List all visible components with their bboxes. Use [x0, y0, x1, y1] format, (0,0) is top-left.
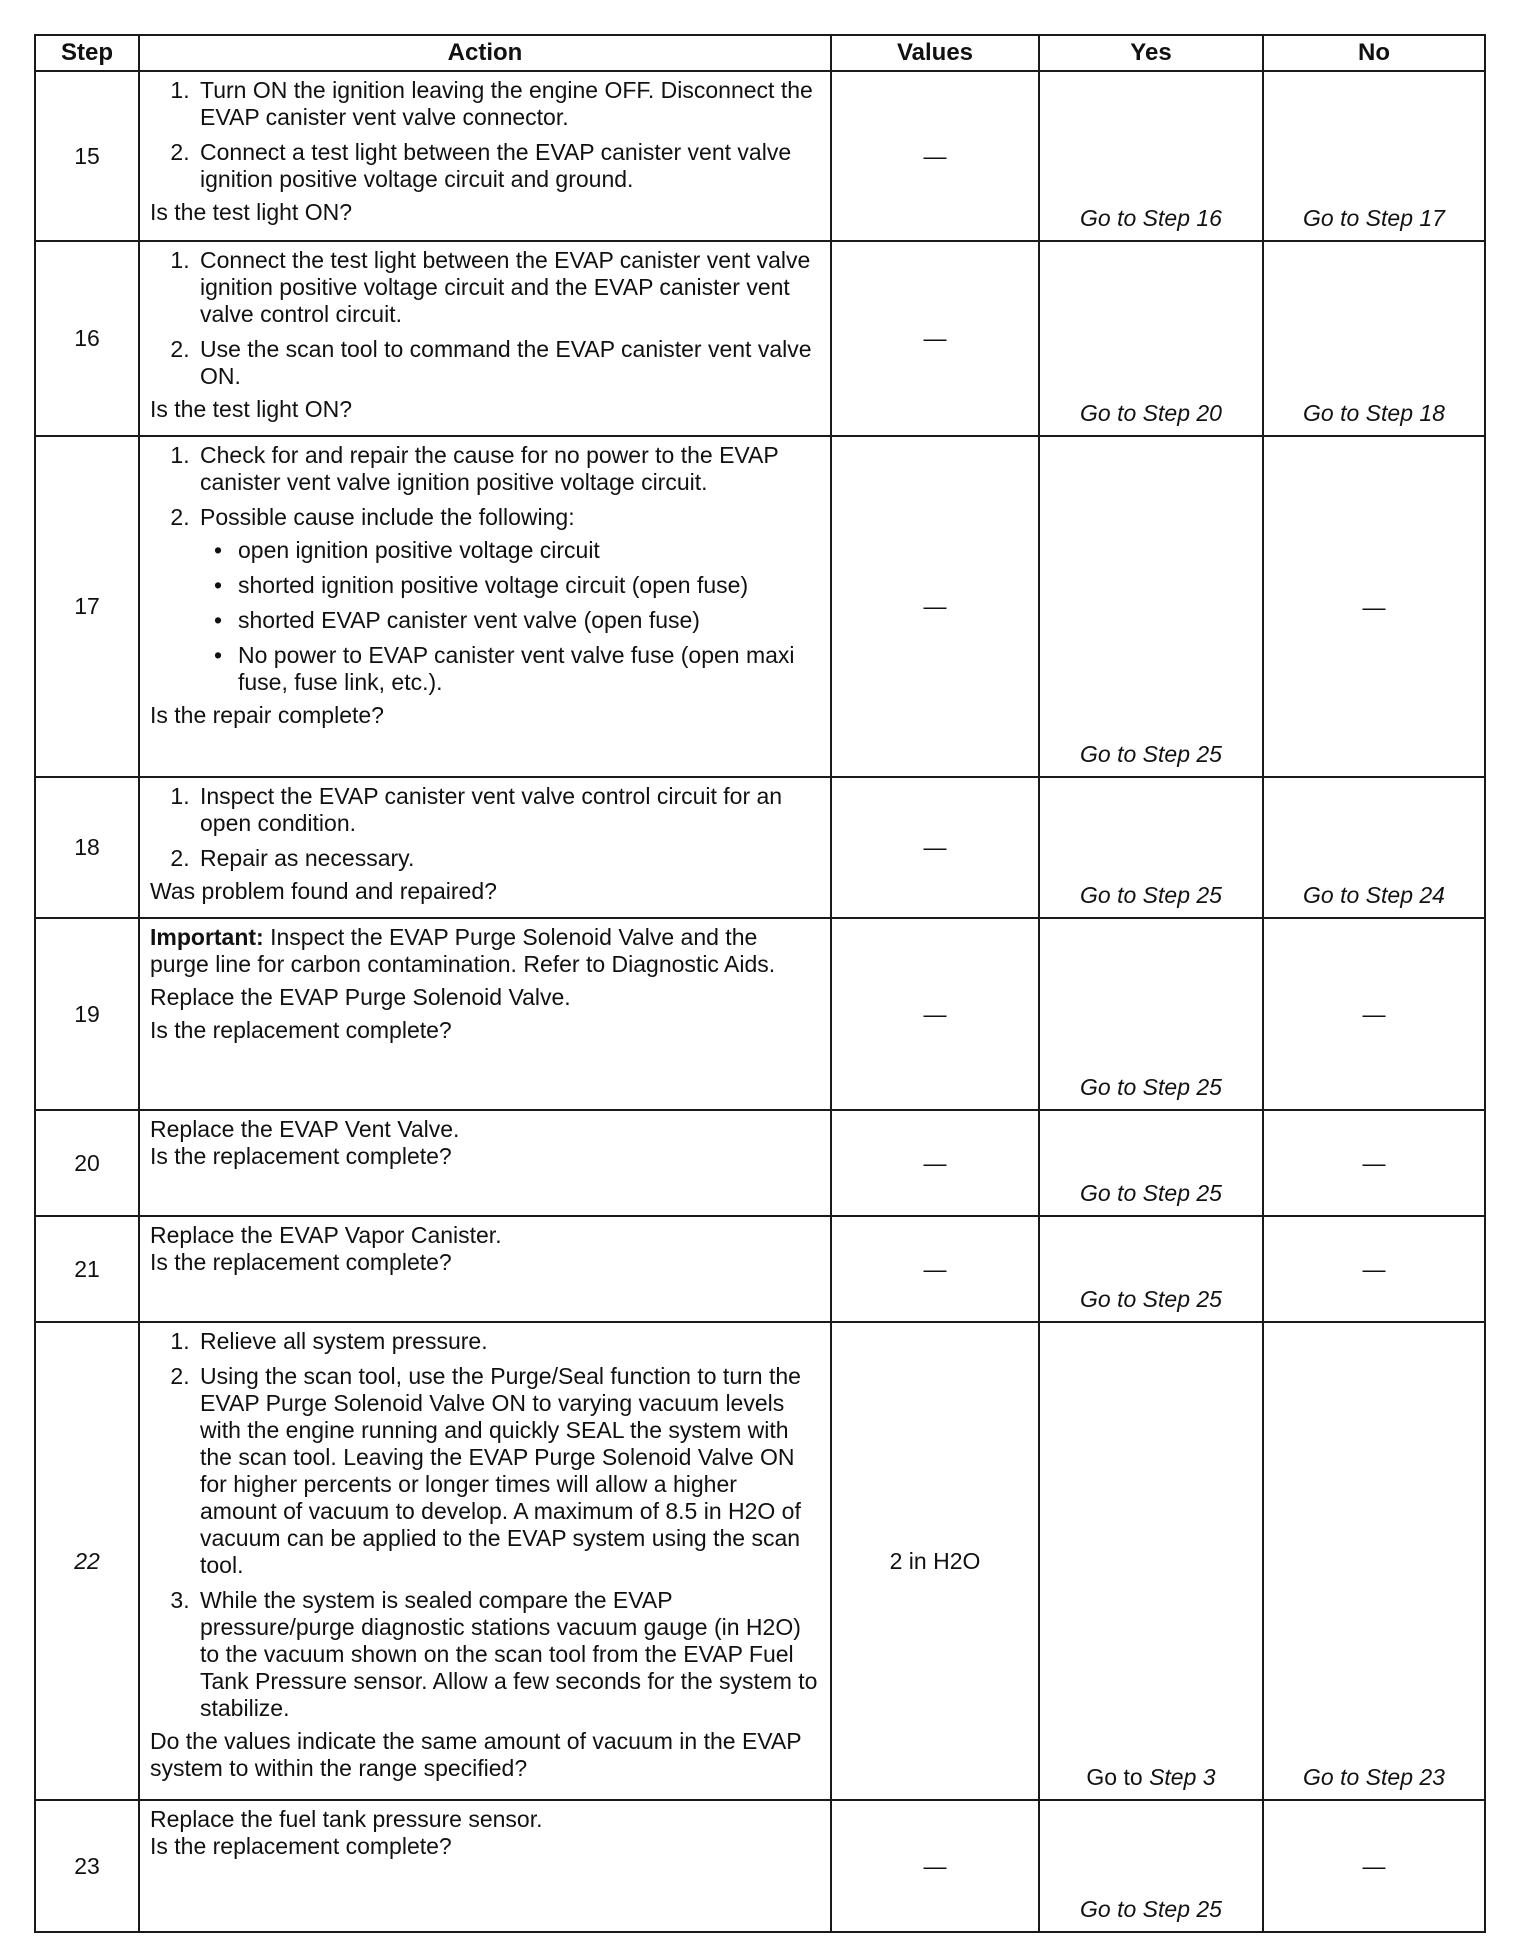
question: Is the test light ON? — [150, 396, 352, 422]
header-values: Values — [831, 35, 1039, 71]
action-cell — [139, 1110, 831, 1216]
step-number: 20 — [35, 1110, 139, 1216]
cause-item: • open ignition positive voltage circuit — [234, 537, 820, 564]
no-cell: — — [1263, 918, 1485, 1110]
action-item: 1. Turn ON the ignition leaving the engine OFF. Disconnect the EVAP canister vent valve connector. — [196, 77, 820, 131]
table-row — [35, 71, 1485, 241]
header-no: No — [1263, 35, 1485, 71]
yes-cell: Go to Step 20 — [1039, 241, 1263, 436]
no-cell: Go to Step 17 — [1263, 71, 1485, 241]
action-list — [150, 783, 820, 878]
value-cell: — — [831, 1110, 1039, 1216]
table-row — [35, 1110, 1485, 1216]
yes-cell: Go to Step 16 — [1039, 71, 1263, 241]
value-cell: — — [831, 918, 1039, 1110]
action-item: 2. Connect a test light between the EVAP canister vent valve ignition positive voltage circuit and ground. — [196, 139, 820, 193]
table-row — [35, 1322, 1485, 1800]
action-cell — [139, 1800, 831, 1932]
question: Was problem found and repaired? — [150, 878, 497, 904]
value-cell: — — [831, 777, 1039, 918]
yes-cell: Go to Step 25 — [1039, 1110, 1263, 1216]
table-row — [35, 1800, 1485, 1932]
action-cell — [139, 1322, 831, 1800]
action-item: 2. Repair as necessary. — [196, 845, 820, 872]
action-item: 1. Relieve all system pressure. — [196, 1328, 820, 1355]
action-cell — [139, 777, 831, 918]
table-row — [35, 777, 1485, 918]
action-text: Replace the EVAP Purge Solenoid Valve. — [150, 984, 571, 1010]
question: Is the replacement complete? — [150, 1249, 452, 1275]
yes-cell: Go to Step 25 — [1039, 777, 1263, 918]
value-cell: 2 in H2O — [831, 1322, 1039, 1800]
question: Is the repair complete? — [150, 702, 384, 728]
action-item — [196, 504, 820, 696]
step-number: 16 — [35, 241, 139, 436]
header-action: Action — [139, 35, 831, 71]
action-text: Replace the EVAP Vent Valve. — [150, 1116, 460, 1142]
cause-item: • No power to EVAP canister vent valve fuse (open maxi fuse, fuse link, etc.). — [234, 642, 820, 696]
value-cell: — — [831, 1800, 1039, 1932]
action-list — [150, 442, 820, 702]
header-yes: Yes — [1039, 35, 1263, 71]
action-item: 2. Use the scan tool to command the EVAP canister vent valve ON. — [196, 336, 820, 390]
cause-item: • shorted EVAP canister vent valve (open fuse) — [234, 607, 820, 634]
cause-item: • shorted ignition positive voltage circuit (open fuse) — [234, 572, 820, 599]
action-item: 1. Connect the test light between the EVAP canister vent valve ignition positive voltage circuit and the EVAP canister vent valve control circuit. — [196, 247, 820, 328]
no-cell: Go to Step 23 — [1263, 1322, 1485, 1800]
table-row — [35, 1216, 1485, 1322]
step-number: 19 — [35, 918, 139, 1110]
value-cell: — — [831, 436, 1039, 777]
yes-step: Step 3 — [1149, 1764, 1216, 1790]
action-item: 3. While the system is sealed compare the EVAP pressure/purge diagnostic stations vacuum gauge (in H2O) to the vacuum shown on the scan tool from the EVAP Fuel Tank Pressure sensor. Allow a few seconds for the system to stabilize. — [196, 1587, 820, 1722]
action-cell — [139, 71, 831, 241]
action-item: 1. Check for and repair the cause for no power to the EVAP canister vent valve ignition positive voltage circuit. — [196, 442, 820, 496]
action-text: Replace the fuel tank pressure sensor. — [150, 1806, 543, 1832]
question: Is the replacement complete? — [150, 1017, 452, 1043]
yes-cell: Go to Step 25 — [1039, 1800, 1263, 1932]
value-cell: — — [831, 241, 1039, 436]
question: Do the values indicate the same amount of vacuum in the EVAP system to within the range specified? — [150, 1728, 802, 1781]
action-cell — [139, 1216, 831, 1322]
no-cell: Go to Step 24 — [1263, 777, 1485, 918]
table-row — [35, 918, 1485, 1110]
step-number: 23 — [35, 1800, 139, 1932]
important-text: Inspect the EVAP Purge Solenoid Valve and the purge line for carbon contamination. Refer to Diagnostic Aids. — [150, 924, 776, 977]
yes-prefix: Go to — [1086, 1764, 1150, 1790]
diagnostic-table — [34, 34, 1486, 1933]
important-label: Important: — [150, 924, 264, 950]
action-text: Replace the EVAP Vapor Canister. — [150, 1222, 502, 1248]
action-cell — [139, 241, 831, 436]
step-number: 17 — [35, 436, 139, 777]
yes-cell: Go to Step 25 — [1039, 918, 1263, 1110]
table-row — [35, 241, 1485, 436]
question: Is the replacement complete? — [150, 1143, 452, 1169]
action-list — [150, 77, 820, 199]
header-step: Step — [35, 35, 139, 71]
yes-cell: Go to Step 25 — [1039, 1216, 1263, 1322]
table-row — [35, 436, 1485, 777]
no-cell: — — [1263, 1800, 1485, 1932]
step-number: 18 — [35, 777, 139, 918]
action-item: 2. Using the scan tool, use the Purge/Seal function to turn the EVAP Purge Solenoid Valve ON to varying vacuum levels with the engine running and quickly SEAL the system with the scan tool. Leaving the EVAP Purge Solenoid Valve ON for higher percents or longer times will allow a higher amount of vacuum to develop. A maximum of 8.5 in H2O of vacuum can be applied to the EVAP system using the scan tool. — [196, 1363, 820, 1579]
no-cell: — — [1263, 1216, 1485, 1322]
action-item-text: Possible cause include the following: — [200, 504, 575, 530]
yes-cell — [1039, 1322, 1263, 1800]
step-number: 15 — [35, 71, 139, 241]
header-row — [35, 35, 1485, 71]
step-number: 22 — [35, 1322, 139, 1800]
value-cell: — — [831, 1216, 1039, 1322]
yes-cell: Go to Step 25 — [1039, 436, 1263, 777]
question: Is the replacement complete? — [150, 1833, 452, 1859]
no-cell: Go to Step 18 — [1263, 241, 1485, 436]
action-list — [150, 247, 820, 396]
step-number: 21 — [35, 1216, 139, 1322]
action-item: 1. Inspect the EVAP canister vent valve control circuit for an open condition. — [196, 783, 820, 837]
cause-list — [200, 537, 820, 696]
action-list — [150, 1328, 820, 1728]
no-cell: — — [1263, 436, 1485, 777]
important-note — [150, 924, 820, 978]
question: Is the test light ON? — [150, 199, 352, 225]
action-cell — [139, 918, 831, 1110]
value-cell: — — [831, 71, 1039, 241]
no-cell: — — [1263, 1110, 1485, 1216]
action-cell — [139, 436, 831, 777]
